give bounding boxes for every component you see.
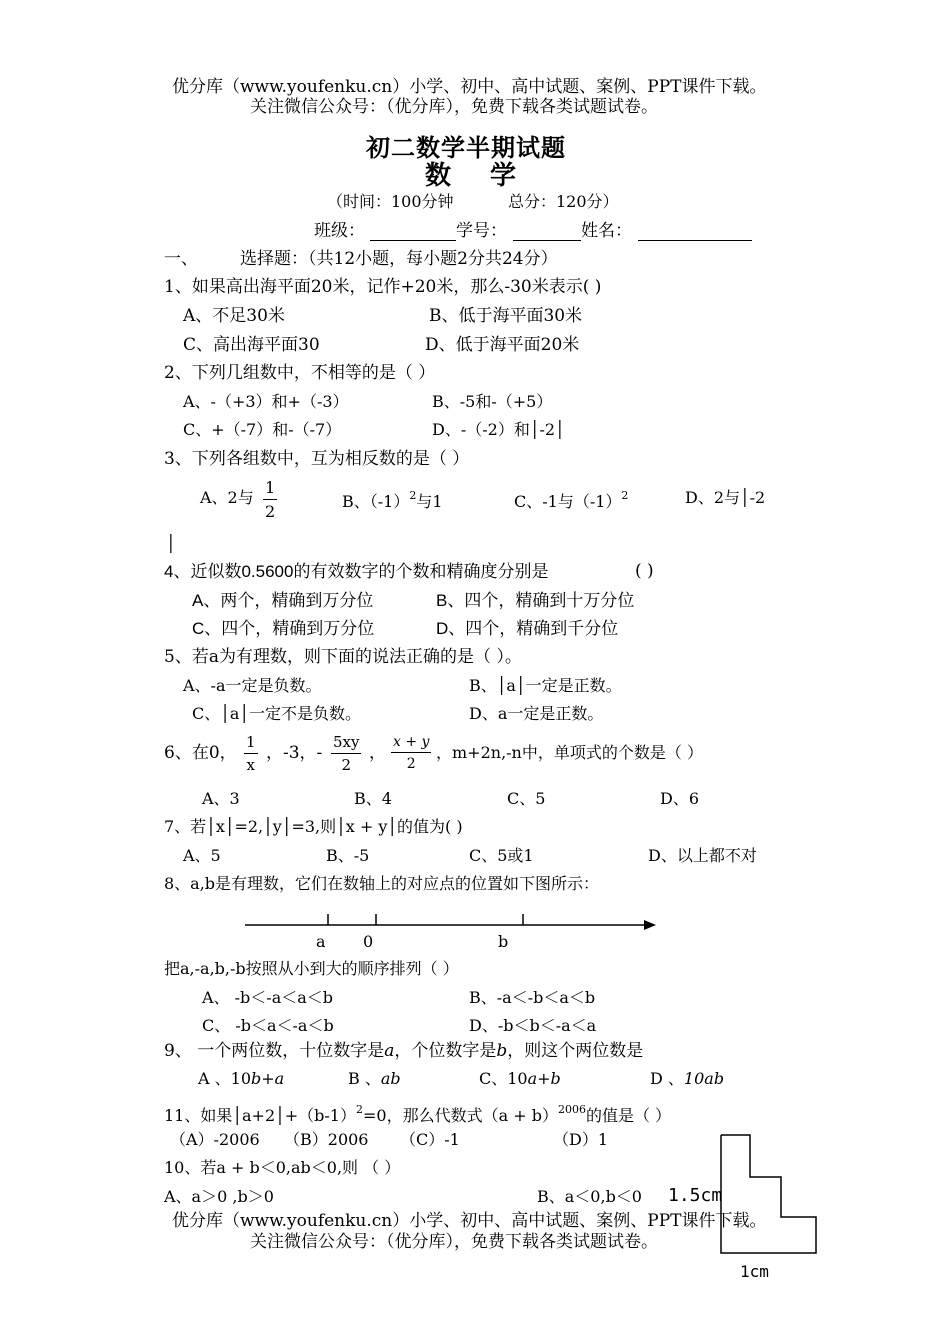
- q1-option-a: A、不足30米: [183, 306, 285, 326]
- class-blank[interactable]: [370, 240, 456, 241]
- q6-option-b: B、4: [354, 789, 392, 808]
- q8-stem: 8、a,b是有理数，它们在数轴上的对应点的位置如下图所示：: [164, 874, 600, 893]
- q7-option-d: D、以上都不对: [648, 846, 757, 865]
- q6-fraction-2: [331, 735, 361, 773]
- q8-option-d: D、-b＜b＜-a＜a: [469, 1016, 597, 1035]
- q9-option-b: B 、ab: [348, 1069, 401, 1088]
- header-line-2: 关注微信公众号：（优分库），免费下载各类试题试卷。: [250, 97, 658, 117]
- q8-option-c: C、 -b＜a＜-a＜b: [202, 1016, 334, 1035]
- q11-option-d: （D）1: [553, 1130, 609, 1149]
- q9-stem: 9、 一个两位数，十位数字是a，个位数字是b，则这个两位数是: [164, 1041, 644, 1061]
- section-title: 选择题：（共12小题，每小题2分共24分）: [240, 249, 558, 269]
- q7-option-c: C、5或1: [469, 846, 534, 865]
- q6-option-a: A、3: [202, 789, 240, 808]
- number-line-label-a: a: [316, 932, 326, 951]
- q5-option-b: B、│a│一定是正数。: [469, 676, 622, 695]
- q9-option-c: C、10a+b: [479, 1069, 561, 1088]
- q9-option-a: A 、10b+a: [198, 1069, 285, 1088]
- q3-fraction: [263, 480, 277, 520]
- q5-option-d: D、a一定是正数。: [469, 704, 604, 723]
- q1-stem: 1、如果高出海平面20米，记作+20米，那么-30米表示( ): [164, 277, 602, 297]
- q4-paren: ( ): [635, 561, 654, 581]
- q4-option-a: A、两个，精确到万分位: [192, 591, 374, 610]
- q6-f1-den: x: [246, 756, 255, 774]
- q6-stem-mid2: ，: [369, 743, 386, 763]
- staircase-outline: [721, 1135, 816, 1253]
- q1-option-c: C、高出海平面30: [183, 335, 320, 355]
- q8-option-a: A、 -b＜-a＜a＜b: [202, 988, 334, 1007]
- q6-f2-den: 2: [341, 756, 352, 774]
- q3-option-d-cont: │: [166, 534, 176, 553]
- q5-option-a: A、-a一定是负数。: [183, 676, 322, 695]
- q2-stem: 2、下列几组数中，不相等的是（ ）: [164, 363, 436, 383]
- number-line-label-b: b: [498, 932, 509, 951]
- q1-option-d: D、低于海平面20米: [425, 335, 580, 355]
- q11-option-a: （A）-2006: [170, 1130, 260, 1149]
- q7-stem: 7、若│x│=2,│y│=3,则│x + y│的值为( ): [164, 817, 463, 836]
- q9-option-d: D 、10ab: [650, 1069, 725, 1088]
- q6-f3-num: x + y: [391, 735, 431, 753]
- q10-stem: 10、若a + b＜0,ab＜0,则 （ ）: [164, 1158, 401, 1177]
- figure-label-height: 1.5cm: [668, 1185, 723, 1206]
- q4-stem: 4、近似数0.5600的有效数字的个数和精确度分别是: [164, 562, 549, 581]
- q6-f1-num: 1: [244, 735, 258, 754]
- section-number: 一、: [164, 249, 198, 269]
- q6-f2-num: 5xy: [331, 735, 361, 754]
- q6-f3-den: 2: [406, 756, 416, 772]
- q2-option-b: B、-5和-（+5）: [432, 392, 553, 411]
- class-label: 班级：: [314, 221, 365, 241]
- q7-option-a: A、5: [183, 846, 221, 865]
- name-blank[interactable]: [638, 240, 752, 241]
- q6-option-c: C、5: [507, 789, 546, 808]
- number-line-arrow-icon: [644, 920, 656, 930]
- footer-line-2: 关注微信公众号：（优分库），免费下载各类试题试卷。: [250, 1232, 658, 1252]
- q10-option-b: B、a＜0,b＜0: [537, 1187, 642, 1206]
- staircase-figure: [718, 1132, 822, 1256]
- q4-option-d: D、四个，精确到千分位: [436, 619, 619, 638]
- footer-line-1: 优分库（www.youfenku.cn）小学、初中、高中试题、案例、PPT课件下载。: [172, 1211, 767, 1231]
- q11-option-b: （B）2006: [284, 1130, 369, 1149]
- q10-option-a: A、a＞0 ,b＞0: [164, 1187, 274, 1206]
- figure-label-width: 1cm: [740, 1262, 769, 1281]
- q6-fraction-3: [391, 735, 431, 771]
- q11-option-c: （C）-1: [400, 1130, 460, 1149]
- q2-option-c: C、+（-7）和-（-7）: [183, 420, 342, 439]
- exam-score: 总分：120分）: [508, 192, 619, 211]
- q1-option-b: B、低于海平面30米: [429, 306, 583, 326]
- exam-subject: 数 学: [425, 161, 517, 191]
- q4-option-c: C、四个，精确到万分位: [192, 619, 375, 638]
- q6-fraction-1: [244, 735, 258, 773]
- q8-option-b: B、-a＜-b＜a＜b: [469, 988, 596, 1007]
- q6-option-d: D、6: [660, 789, 700, 808]
- q3-option-c: C、-1与$(-1)^2$: [514, 489, 629, 511]
- q4-option-b: B、四个，精确到十万分位: [436, 591, 635, 610]
- q3-option-a: A、2与: [200, 488, 254, 507]
- q6-stem-pre: 6、在0，: [164, 743, 237, 763]
- q5-option-c: C、│a│一定不是负数。: [192, 704, 362, 723]
- q8-order: 把a,-a,b,-b按照从小到大的顺序排列（ ）: [164, 959, 459, 978]
- q2-option-a: A、-（+3）和+（-3）: [183, 392, 349, 411]
- q7-option-b: B、-5: [326, 846, 370, 865]
- exam-time: （时间：100分钟: [327, 192, 454, 211]
- number-line: [240, 910, 660, 934]
- student-id-blank[interactable]: [513, 240, 581, 241]
- q11-stem: 11、如果$│a+2│+(b-1)^2=0$，那么代数式$(a + b)^{2006}$的值是（ ）: [164, 1103, 672, 1125]
- q3-fraction-den: 2: [265, 502, 276, 521]
- q3-option-d: D、2与│-2: [685, 488, 766, 507]
- exam-title: 初二数学半期试题: [366, 133, 566, 162]
- student-id-label: 学号：: [456, 221, 507, 241]
- name-label: 姓名：: [581, 221, 632, 241]
- q3-fraction-num: 1: [263, 480, 277, 500]
- q3-stem: 3、下列各组数中，互为相反数的是（ ）: [164, 449, 470, 469]
- q5-stem: 5、若a为有理数，则下面的说法正确的是（ ）。: [164, 647, 522, 667]
- header-line-1: 优分库（www.youfenku.cn）小学、初中、高中试题、案例、PPT课件下载。: [172, 77, 767, 97]
- q3-option-b: B、$(-1)^2$与1: [342, 489, 443, 511]
- q6-stem-post: ，m+2n,-n中，单项式的个数是（ ）: [436, 743, 703, 762]
- q2-option-d: D、-（-2）和│-2│: [432, 420, 565, 439]
- q6-stem-mid1: ，-3，-: [266, 743, 323, 763]
- number-line-label-0: 0: [363, 932, 374, 951]
